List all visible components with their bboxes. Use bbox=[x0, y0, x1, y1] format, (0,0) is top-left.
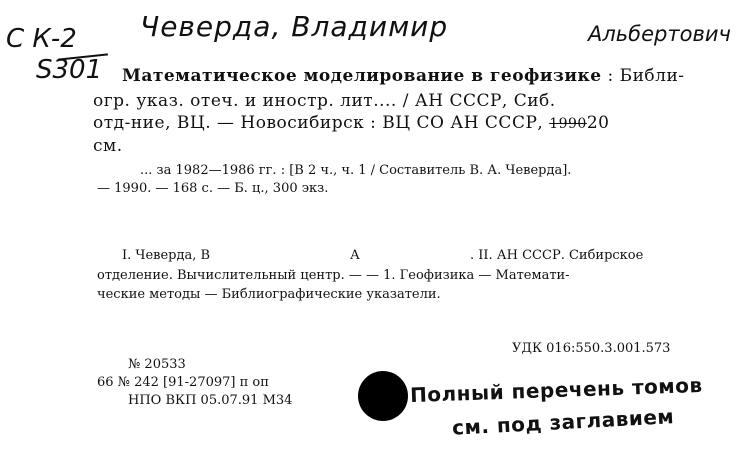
tracing-org: . II. АН СССР. Сибирское bbox=[470, 248, 644, 263]
handwritten-shelf-mark: С К-2 bbox=[6, 24, 77, 54]
entry-line-3 bbox=[93, 113, 609, 133]
footer-order: 66 № 242 [91-27097] п оп bbox=[97, 375, 269, 390]
tracing-line-3: ческие методы — Библиографические указатели. bbox=[97, 287, 441, 302]
entry-line-1 bbox=[122, 66, 685, 86]
tracing-author: I. Чеверда, В bbox=[122, 248, 211, 263]
tracing-line-1 bbox=[122, 248, 702, 263]
handwritten-patronymic: Альбертович bbox=[588, 22, 731, 46]
handwritten-shelf-number: S301 bbox=[36, 55, 103, 85]
volume-line-1: ... за 1982—1986 гг. : [В 2 ч., ч. 1 / Составитель В. А. Чеверда]. bbox=[140, 163, 572, 178]
ink-blot bbox=[358, 371, 408, 421]
tracing-line-2: отделение. Вычислительный центр. — — 1. Геофизика — Математи- bbox=[97, 268, 570, 283]
book-title: Математическое моделирование в геофизике bbox=[122, 66, 602, 86]
tracing-initial: А bbox=[350, 248, 360, 263]
udc-code: УДК 016:550.3.001.573 bbox=[512, 341, 671, 356]
entry-year-corrected: 1990 bbox=[549, 116, 587, 132]
entry-line-2: огр. указ. отеч. и иностр. лит.... / АН СССР, Сиб. bbox=[93, 91, 556, 111]
entry-line-1-rest: : Библи- bbox=[607, 66, 685, 86]
stamp-line-1: Полный перечень томов bbox=[409, 372, 703, 408]
volume-line-2: — 1990. — 168 с. — Б. ц., 300 экз. bbox=[97, 181, 329, 196]
entry-line-3-main: отд-ние, ВЦ. — Новосибирск : ВЦ СО АН СССР, bbox=[93, 113, 544, 133]
footer-publisher: НПО ВКП 05.07.91 М34 bbox=[128, 393, 293, 408]
handwritten-author: Чеверда, Владимир bbox=[140, 10, 449, 43]
entry-line-4: см. bbox=[93, 136, 123, 156]
card-number: № 20533 bbox=[128, 357, 186, 372]
entry-size: 20 bbox=[586, 113, 610, 133]
stamp-line-2: см. под заглавием bbox=[451, 404, 675, 440]
